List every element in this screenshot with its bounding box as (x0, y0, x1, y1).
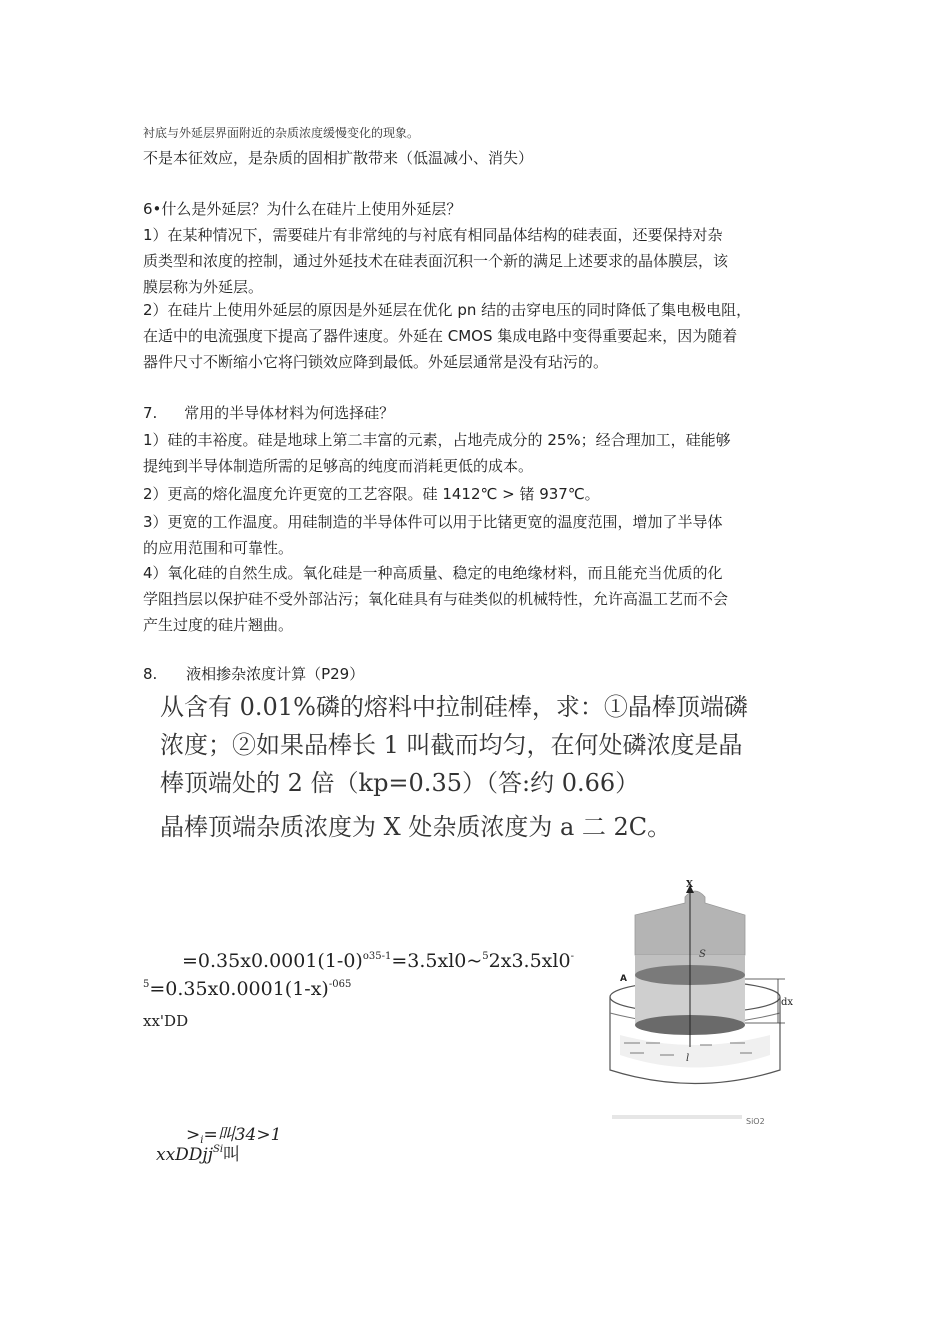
q7-heading (143, 402, 394, 423)
q7-p4-line-3: 产生过度的硅片翘曲。 (143, 616, 294, 634)
q8-number: 8. (143, 665, 158, 683)
q6-p1-line-2: 质类型和浓度的控制，通过外延技术在硅表面沉积一个新的满足上述要求的晶体膜层，该 (143, 252, 729, 270)
q7-paragraph-4 (143, 560, 728, 638)
formula-5b: 叫 (223, 1145, 241, 1165)
label-s: S (699, 949, 706, 960)
label-l: l (686, 1053, 690, 1064)
formula-5-sup: Si (212, 1144, 224, 1155)
label-dx: dx (781, 997, 794, 1008)
q7-p3-line-2: 的应用范围和可靠性。 (143, 539, 294, 557)
q8-heading (143, 663, 364, 684)
caption-remnant (612, 1115, 742, 1119)
formula-4a: > (186, 1125, 201, 1145)
label-a: A (620, 974, 627, 984)
q7-p4-line-1: 4）氧化硅的自然生成。氧化硅是一种高质量、稳定的电绝缘材料，而且能充当优质的化 (143, 564, 723, 582)
q7-title: 常用的半导体材料为何选择硅？ (184, 404, 395, 422)
intro-line-2: 不是本征效应，是杂质的固相扩散带来（低温减小、消失） (143, 149, 534, 167)
q7-p2-line-1: 2）更高的熔化温度允许更宽的工艺容限。硅 1412℃ > 锗 937℃。 (143, 485, 600, 503)
formula-line-5 (156, 1140, 240, 1165)
formula-1a: =0.35x0.0001(1-0) (182, 950, 363, 972)
q7-paragraph-3 (143, 509, 723, 561)
formula-2-sup2: -065 (328, 979, 352, 990)
formula-4-sub: i (200, 1135, 204, 1146)
formula-line-3: xx'DD (143, 1012, 189, 1030)
q6-p2-line-3: 器件尺寸不断缩小它将闩锁效应降到最低。外延层通常是没有玷污的。 (143, 353, 609, 371)
formula-1-sup: o35-1 (362, 951, 392, 962)
q8-title: 液相掺杂浓度计算（P29） (186, 665, 365, 683)
label-x: X (686, 880, 693, 890)
crystal-growth-figure (600, 875, 800, 1135)
q7-p3-line-1: 3）更宽的工作温度。用硅制造的半导体件可以用于比锗更宽的温度范围，增加了半导体 (143, 513, 723, 531)
q7-number: 7. (143, 404, 158, 422)
formula-1c: 2x3.5xl0 (488, 950, 571, 972)
q7-p1-line-1: 1）硅的丰裕度。硅是地球上第二丰富的元素，占地壳成分的 25%；经合理加工，硅能够 (143, 431, 731, 449)
q6-paragraph-1 (143, 222, 728, 300)
melt (620, 1035, 770, 1068)
formula-1b: =3.5xl0~ (391, 950, 483, 972)
q8-problem-line-2: 浓度；②如果品棒长 1 叫截而均匀，在何处磷浓度是晶 (160, 731, 743, 759)
q7-p4-line-2: 学阻挡层以保护硅不受外部沾污；氧化硅具有与硅类似的机械特性，允许高温工艺而不会 (143, 590, 729, 608)
formula-line-1 (182, 950, 574, 972)
q6-p1-line-1: 1）在某种情况下，需要硅片有非常纯的与衬底有相同晶体结构的硅表面，还要保持对杂 (143, 226, 723, 244)
formula-1-sup2: 5 (482, 951, 489, 962)
q6-p1-line-3: 膜层称为外延层。 (143, 278, 264, 296)
formula-4b: =叫34>1 (203, 1125, 282, 1145)
q8-problem-line-3: 棒顶端处的 2 倍（kp=0.35）（答:约 0.66） (160, 769, 640, 797)
q7-paragraph-2 (143, 481, 600, 507)
q6-paragraph-2 (143, 297, 751, 375)
q6-p2-line-1: 2）在硅片上使用外延层的原因是外延层在优化 pn 结的击穿电压的同时降低了集电极电阻， (143, 301, 752, 319)
q6-p2-line-2: 在适中的电流强度下提高了器件速度。外延在 CMOS 集成电路中变得重要起来，因为随着 (143, 327, 738, 345)
q8-problem-line-1: 从含有 0.01%磷的熔料中拉制硅棒，求：①晶棒顶端磷 (160, 693, 748, 721)
caption-sio2: SiO2 (746, 1117, 765, 1126)
q6-title: 6•什么是外延层？为什么在硅片上使用外延层？ (143, 200, 462, 218)
q7-paragraph-1 (143, 427, 731, 479)
formula-2a: =0.35x0.0001(1-x) (149, 978, 329, 1000)
formula-5a: xxDDjj (156, 1145, 213, 1165)
q7-p1-line-2: 提纯到半导体制造所需的足够高的纯度而消耗更低的成本。 (143, 457, 534, 475)
intro-line-1: 衬底与外延层界面附近的杂质浓度缓慢变化的现象。 (143, 126, 420, 140)
formula-1-sup3: - (570, 951, 574, 962)
formula-2-sup: 5 (143, 979, 150, 990)
q8-problem-line-4: 晶棒顶端杂质浓度为 X 处杂质浓度为 a 二 2C。 (160, 813, 672, 841)
formula-line-2 (143, 978, 351, 1000)
q8-problem (160, 688, 748, 846)
